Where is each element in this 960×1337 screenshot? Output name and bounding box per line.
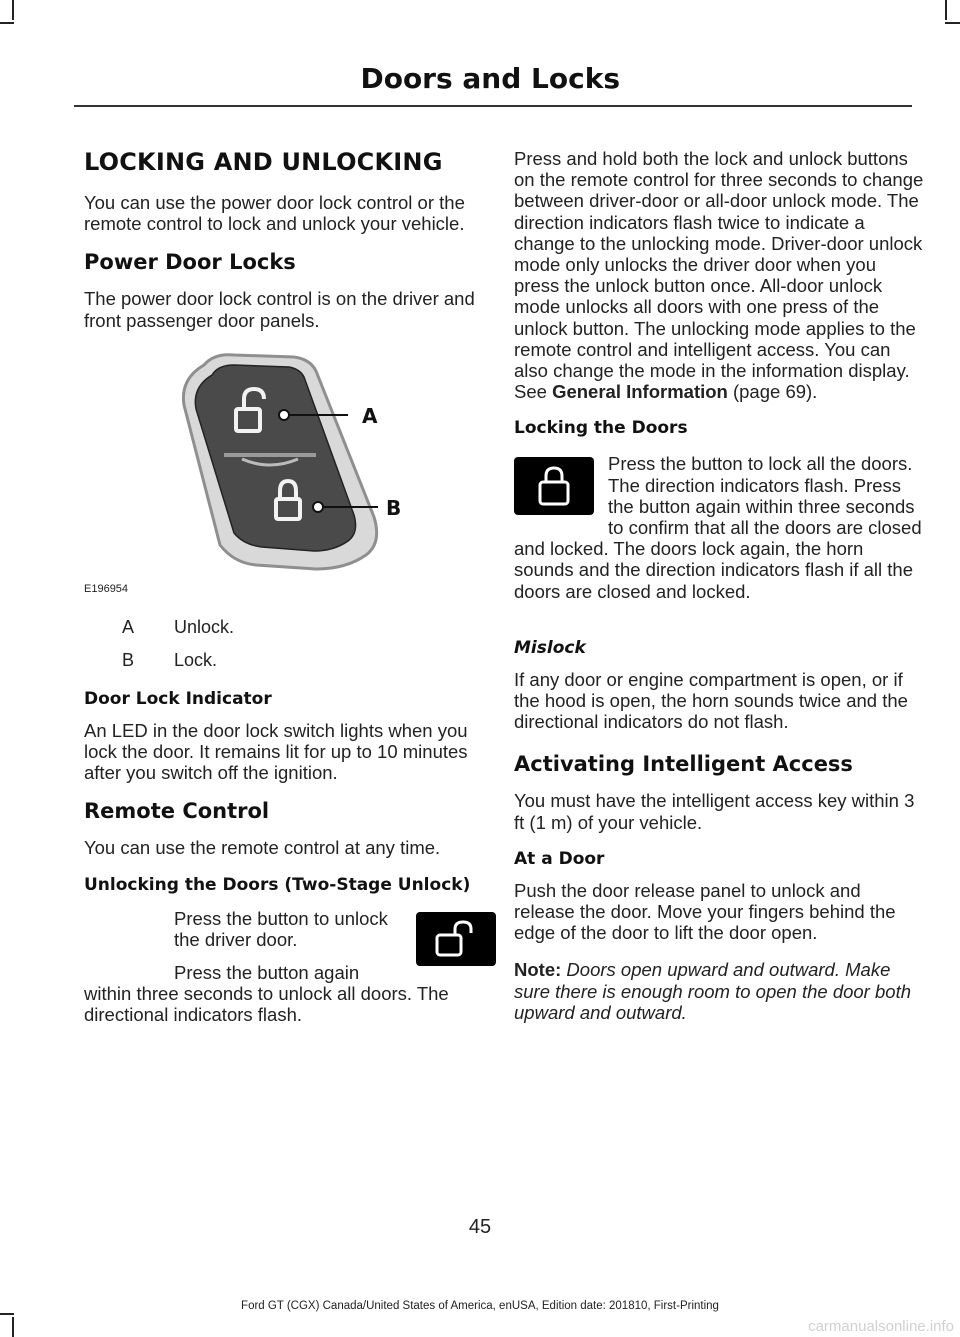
page-header-title: Doors and Locks: [360, 62, 620, 95]
mislock-paragraph: If any door or engine compartment is open, or if the hood is open, the horn sounds twice and the directional indicators do not flash.: [514, 668, 908, 733]
remote-control-paragraph: You can use the remote control at any time.: [84, 837, 441, 859]
locking-paragraph: Press the button to lock all the doors. The direction indicators flash. Press the button again within three seconds to confirm that all the doors are closed and locked. The doors lock again, the horn sounds and the direction indicators flash if all the doors are closed and locked.: [514, 453, 922, 602]
at-a-door-paragraph: Push the door release panel to unlock and release the door. Move your fingers behind the edge of the door to lift the door open.: [514, 879, 896, 944]
unlock-mode-text: Press and hold both the lock and unlock buttons on the remote control for three seconds to change between driver-door or all-door unlock mode. The direction indicators flash twice to indicate a change to the unlocking mode. Driver-door unlock mode only unlocks the driver door when you press the unlock button once. All-door unlock mode unlocks all doors with one press of the unlock button. The unlocking mode applies to the remote control and intelligent access. You can also change the mode in the information display. See: [514, 148, 924, 403]
crop-mark: [0, 22, 14, 24]
crop-mark: [0, 1313, 14, 1315]
header-rule: [74, 105, 912, 107]
door-lock-indicator-paragraph: An LED in the door lock switch lights when you lock the door. It remains lit for up to 10 minutes after you switch off the ignition.: [84, 719, 468, 784]
door-lock-indicator-heading: Door Lock Indicator: [84, 688, 272, 709]
page-number: 45: [468, 1216, 492, 1238]
closed-padlock-icon: [534, 464, 574, 508]
unlock-mode-paragraph: [514, 148, 926, 402]
crop-mark: [945, 22, 960, 24]
intelligent-access-paragraph: You must have the intelligent access key within 3 ft (1 m) of your vehicle.: [514, 790, 915, 833]
intro-paragraph: You can use the power door lock control or the remote control to lock and unlock your vehicle.: [84, 192, 465, 235]
legend-value: Unlock.: [174, 616, 235, 637]
intelligent-access-heading: Activating Intelligent Access: [514, 752, 853, 777]
legend-row: [84, 617, 496, 638]
general-information-link[interactable]: General Information: [552, 381, 728, 403]
right-column: [514, 148, 926, 1039]
locking-doors-heading: Locking the Doors: [514, 418, 688, 439]
crop-mark: [12, 1317, 14, 1337]
note-text: Doors open upward and outward. Make sure there is enough room to open the door both upward and outward.: [514, 959, 911, 1023]
unlock-button-icon: [416, 912, 496, 966]
open-padlock-icon: [431, 919, 481, 959]
figure-code: E196954: [84, 582, 129, 595]
note-label: Note:: [514, 959, 562, 981]
mislock-heading: Mislock: [514, 637, 586, 658]
lock-button-icon: [514, 457, 594, 515]
at-a-door-heading: At a Door: [514, 848, 605, 869]
crop-mark: [945, 0, 947, 20]
power-door-locks-heading: Power Door Locks: [84, 250, 296, 275]
callout-a: A: [362, 403, 378, 428]
unlock-instructions: [84, 908, 496, 1042]
watermark: carmanualsonline.info: [808, 1318, 954, 1335]
door-lock-switch-illustration: [84, 347, 464, 599]
callout-b: B: [386, 495, 402, 520]
remote-control-heading: Remote Control: [84, 799, 270, 824]
door-lock-switch-figure: [84, 347, 464, 599]
crop-mark: [12, 0, 14, 20]
note-paragraph: [514, 959, 926, 1023]
unlock-paragraph-1: Press the button to unlock the driver door.: [174, 907, 388, 950]
legend-key: B: [122, 649, 135, 670]
legend-value: Lock.: [174, 649, 218, 670]
unlocking-doors-heading: Unlocking the Doors (Two-Stage Unlock): [84, 874, 471, 895]
lock-instructions: [514, 453, 926, 617]
page-reference: (page 69).: [727, 381, 818, 403]
power-door-locks-paragraph: The power door lock control is on the driver and front passenger door panels.: [84, 288, 475, 331]
legend-row: [84, 650, 496, 671]
section-title: LOCKING AND UNLOCKING: [84, 148, 443, 176]
left-column: [84, 148, 496, 1042]
unlock-paragraph-2: Press the button again within three seconds to unlock all doors. The directional indicators flash.: [84, 962, 449, 1026]
footer-edition: Ford GT (CGX) Canada/United States of America, enUSA, Edition date: 201810, First-Printing: [241, 1300, 719, 1312]
legend-key: A: [122, 616, 135, 637]
